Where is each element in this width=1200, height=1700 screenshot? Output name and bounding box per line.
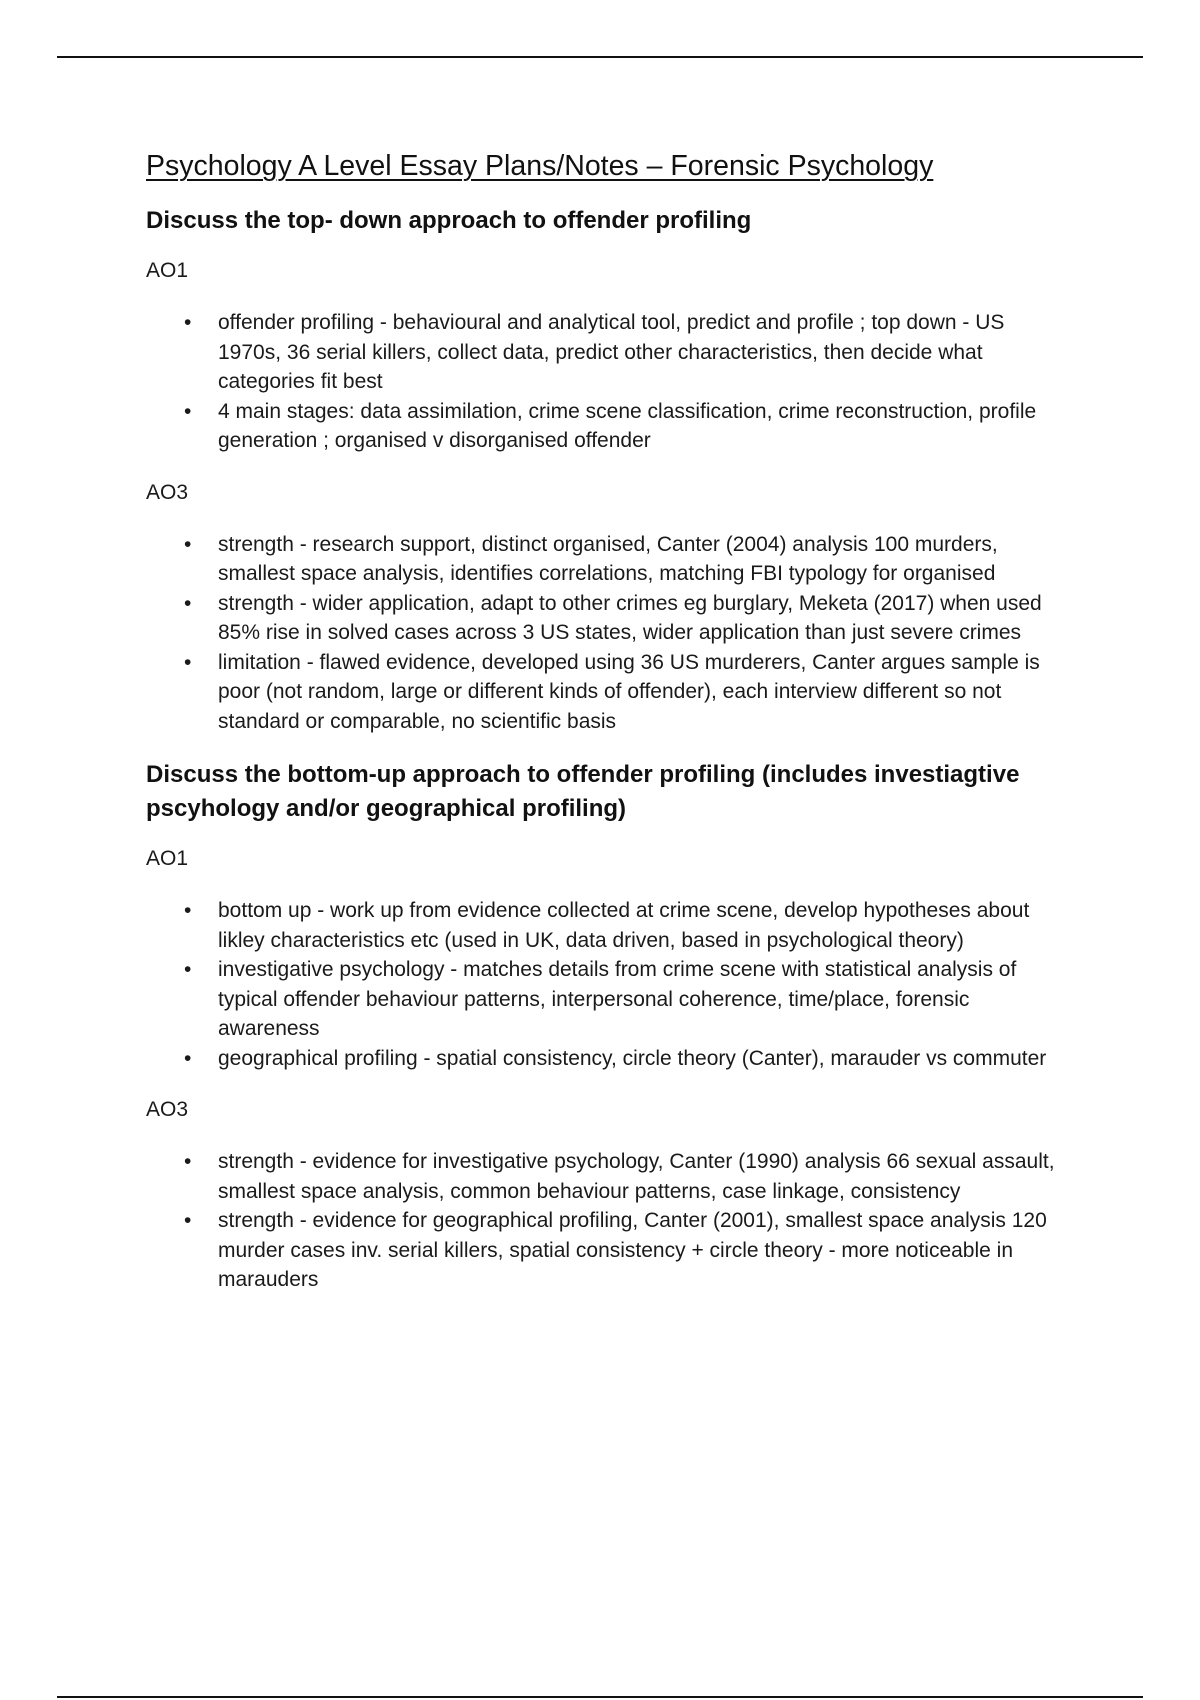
- bullet-icon: •: [184, 532, 192, 556]
- section-heading-bottom-up: Discuss the bottom-up approach to offender profiling (includes investiagtive pscyhology and/or geographical profiling): [146, 761, 1020, 822]
- list-item: • geographical profiling - spatial consistency, circle theory (Canter), marauder vs commuter: [146, 1044, 1066, 1074]
- bullet-list: [146, 1147, 1066, 1295]
- document-body: [146, 146, 1066, 1317]
- bullet-icon: •: [184, 311, 192, 334]
- ao3-label: AO3: [146, 480, 189, 504]
- list-item: • strength - evidence for investigative psychology, Canter (1990) analysis 66 sexual assault, smallest space analysis, common behaviour patterns, case linkage, consistency: [146, 1147, 1066, 1206]
- bullet-icon: •: [184, 650, 192, 674]
- list-item: • bottom up - work up from evidence collected at crime scene, develop hypotheses about likley characteristics etc (used in UK, data driven, based in psychological theory): [146, 896, 1066, 955]
- list-item: • investigative psychology - matches details from crime scene with statistical analysis of typical offender behaviour patterns, interpersonal coherence, time/place, forensic awareness: [146, 955, 1066, 1044]
- list-item: • strength - evidence for geographical profiling, Canter (2001), smallest space analysis 120 murder cases inv. serial killers, spatial consistency + circle theory - more noticeable in marauders: [146, 1206, 1066, 1295]
- ao1-label: AO1: [146, 847, 189, 870]
- bullet-list: [146, 896, 1066, 1073]
- section-heading-top-down: Discuss the top- down approach to offender profiling: [146, 207, 752, 234]
- list-item: • offender profiling - behavioural and analytical tool, predict and profile ; top down - US 1970s, 36 serial killers, collect data, predict other characteristics, then decide what categories fit best: [146, 308, 1066, 397]
- document-title: Psychology A Level Essay Plans/Notes – Forensic Psychology: [146, 150, 934, 182]
- bullet-icon: •: [184, 958, 192, 981]
- bullet-icon: •: [184, 1046, 192, 1070]
- list-item: • limitation - flawed evidence, developed using 36 US murderers, Canter argues sample is poor (not random, large or different kinds of offender), each interview different so not standard or comparable, no scientific basis: [146, 648, 1066, 737]
- page-bottom-rule: [57, 1696, 1143, 1698]
- list-item: • strength - research support, distinct organised, Canter (2004) analysis 100 murders, smallest space analysis, identifies correlations, matching FBI typology for organised: [146, 530, 1066, 589]
- list-item: • strength - wider application, adapt to other crimes eg burglary, Meketa (2017) when used 85% rise in solved cases across 3 US states, wider application than just severe crimes: [146, 589, 1066, 648]
- bullet-icon: •: [184, 1150, 192, 1173]
- bullet-icon: •: [184, 399, 192, 423]
- list-item: • 4 main stages: data assimilation, crime scene classification, crime reconstruction, profile generation ; organised v disorganised offender: [146, 397, 1066, 456]
- bullet-list: [146, 308, 1066, 456]
- ao1-label: AO1: [146, 259, 189, 282]
- bullet-icon: •: [184, 1209, 192, 1232]
- bullet-icon: •: [184, 591, 192, 615]
- bullet-list: [146, 530, 1066, 737]
- ao3-label: AO3: [146, 1098, 189, 1121]
- bullet-icon: •: [184, 899, 192, 922]
- page-top-rule: [57, 56, 1143, 58]
